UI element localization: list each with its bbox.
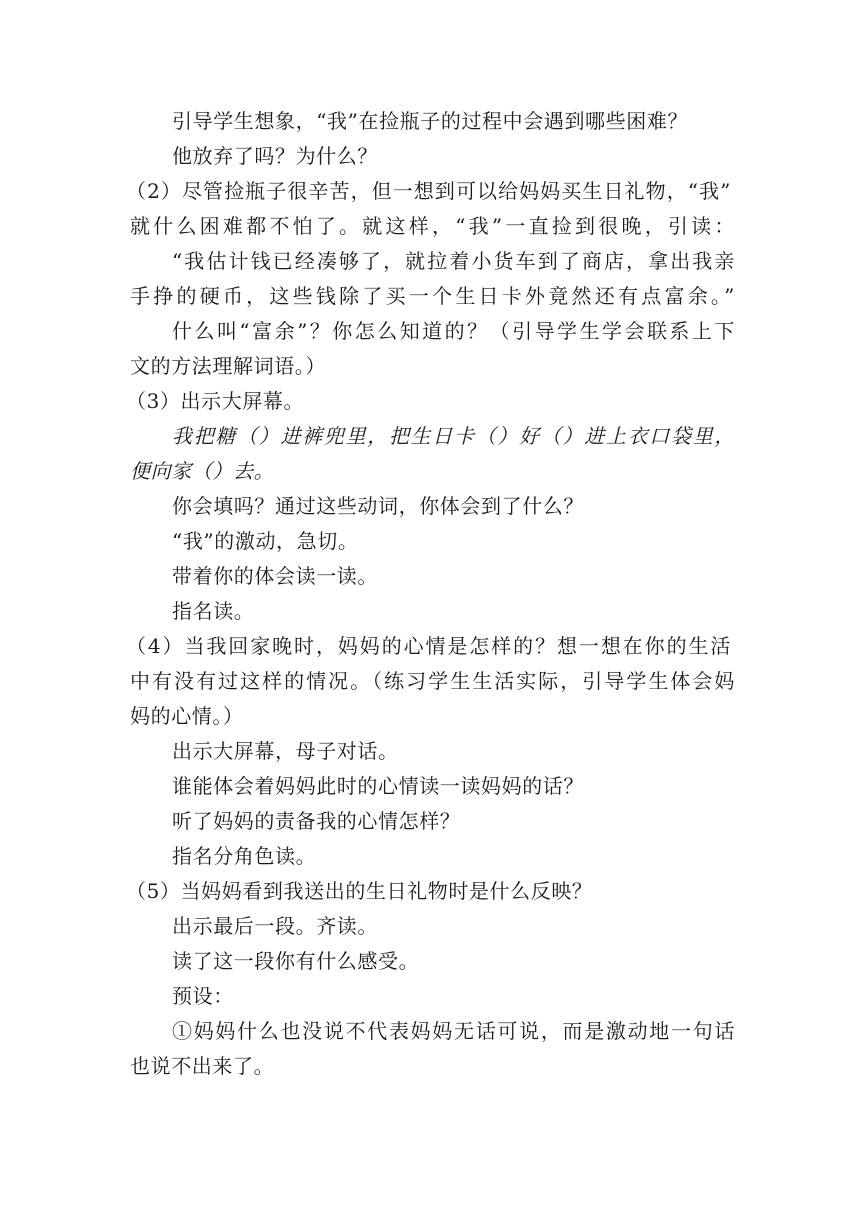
paragraph-line: 引导学生想象，“我”在捡瓶子的过程中会遇到哪些困难？ bbox=[172, 109, 689, 133]
paragraph-line: 指名读。 bbox=[172, 599, 255, 623]
document-body bbox=[126, 104, 735, 1084]
paragraph-line: 指名分角色读。 bbox=[172, 844, 317, 868]
fill-in-blank-exercise: 便向家（）去。 bbox=[130, 459, 275, 483]
paragraph-line: 也说不出来了。 bbox=[130, 1054, 275, 1078]
paragraph-line: 你会填吗？通过这些动词，你体会到了什么？ bbox=[172, 494, 584, 518]
paragraph-line: 出示最后一段。齐读。 bbox=[172, 914, 378, 938]
section-heading-2: （2）尽管捡瓶子很辛苦，但一想到可以给妈妈买生日礼物，“我” bbox=[126, 179, 731, 203]
paragraph-line: “我”的激动，急切。 bbox=[172, 529, 359, 553]
quote-line: “我估计钱已经凑够了，就拉着小货车到了商店，拿出我亲 bbox=[172, 249, 735, 273]
fill-in-blank-exercise: 我把糖（）进裤兜里，把生日卡（）好（）进上衣口袋里， bbox=[172, 424, 735, 448]
quote-line: 手挣的硬币，这些钱除了买一个生日卡外竟然还有点富余。” bbox=[130, 284, 735, 308]
paragraph-line: 读了这一段你有什么感受。 bbox=[172, 949, 420, 973]
paragraph-line: 妈的心情。） bbox=[130, 704, 244, 728]
paragraph-line: 什么叫“富余”？你怎么知道的？（引导学生学会联系上下 bbox=[172, 319, 735, 343]
paragraph-line: 中有没有过这样的情况。（练习学生生活实际，引导学生体会妈 bbox=[130, 669, 735, 693]
paragraph-line: 预设： bbox=[172, 984, 234, 1008]
paragraph-line: 他放弃了吗？为什么？ bbox=[172, 144, 378, 168]
section-heading-4: （4）当我回家晚时，妈妈的心情是怎样的？想一想在你的生活 bbox=[126, 634, 731, 658]
paragraph-line: 听了妈妈的责备我的心情怎样？ bbox=[172, 809, 461, 833]
paragraph-line: 文的方法理解词语。） bbox=[130, 354, 326, 378]
paragraph-line: ①妈妈什么也没说不代表妈妈无话可说，而是激动地一句话 bbox=[172, 1019, 735, 1043]
section-heading-5: （5）当妈妈看到我送出的生日礼物时是什么反映？ bbox=[126, 879, 593, 903]
paragraph-line: 谁能体会着妈妈此时的心情读一读妈妈的话？ bbox=[172, 774, 584, 798]
paragraph-line: 带着你的体会读一读。 bbox=[172, 564, 378, 588]
paragraph-line: 出示大屏幕，母子对话。 bbox=[172, 739, 399, 763]
paragraph-line: 就什么困难都不怕了。就这样，“我”一直捡到很晚，引读： bbox=[130, 214, 735, 238]
section-heading-3: （3）出示大屏幕。 bbox=[126, 389, 305, 413]
